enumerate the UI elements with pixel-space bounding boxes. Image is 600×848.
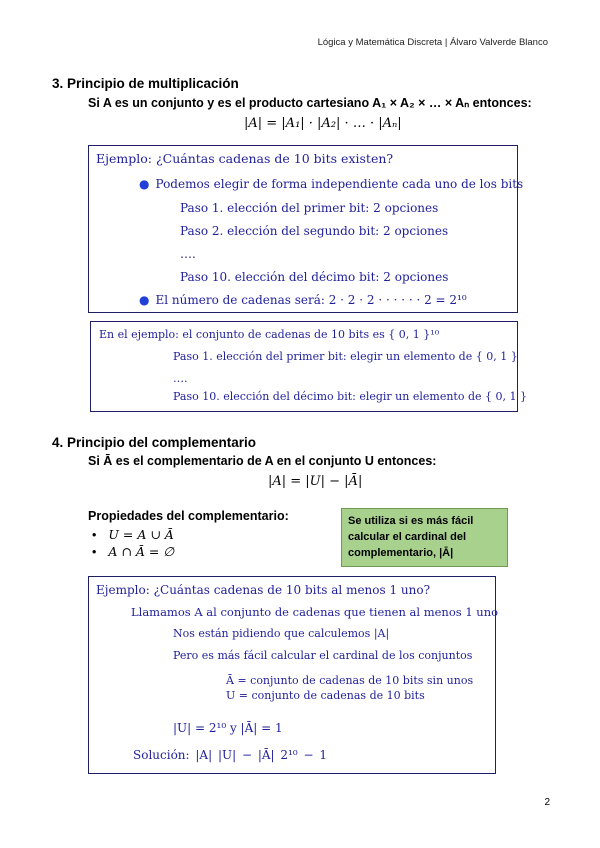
properties-title: Propiedades del complementario: — [88, 509, 289, 523]
section-4-statement: Si Ā es el complementario de A en el conjunto U entonces: — [88, 454, 437, 468]
set-dots: …. — [173, 372, 188, 385]
example-dots: …. — [180, 247, 196, 261]
example-paso-1: Paso 1. elección del primer bit: 2 opciones — [180, 201, 439, 215]
multiplication-example-box — [88, 145, 524, 313]
property-2: • A ∩ Ā = ∅ — [92, 544, 175, 559]
example-line-5: U = conjunto de cadenas de 10 bits — [226, 689, 425, 702]
set-example-box — [90, 321, 527, 412]
example-line-6: |U| = 2¹⁰ y |Ā| = 1 — [173, 721, 283, 735]
set-paso-10: Paso 10. elección del décimo bit: elegir un elemento de { 0, 1 } — [173, 390, 527, 403]
section-3-statement: Si A es un conjunto y es el producto cartesiano A₁ × A₂ × … × Aₙ entonces: — [88, 96, 532, 110]
set-paso-1: Paso 1. elección del primer bit: elegir un elemento de { 0, 1 } — [173, 350, 518, 363]
example-label: Ejemplo — [96, 151, 148, 166]
bullet-dot-icon: ● — [139, 177, 150, 191]
example-question: : ¿Cuántas cadenas de 10 bits existen? — [147, 151, 394, 166]
example-line-2: Nos están pidiendo que calculemos |A| — [173, 627, 390, 640]
example-line-4: Ā = conjunto de cadenas de 10 bits sin unos — [226, 674, 474, 687]
example-question: : ¿Cuántas cadenas de 10 bits al menos 1 uno? — [145, 583, 431, 597]
complement-example-box — [88, 576, 499, 774]
bullet-dot-icon: ● — [139, 293, 150, 307]
page-number: 2 — [544, 797, 550, 808]
property-1: • U = A ∪ Ā — [92, 527, 174, 542]
section-4-title: 4. Principio del complementario — [52, 435, 257, 450]
example-paso-2: Paso 2. elección del segundo bit: 2 opciones — [180, 224, 449, 238]
example-heading — [96, 583, 430, 597]
section-4-formula: |A| = |U| − |Ā| — [268, 474, 363, 489]
page-header: Lógica y Matemática Discreta | Álvaro Valverde Blanco — [317, 37, 548, 48]
example-bullet-2: ● El número de cadenas será: 2 · 2 · 2 · · · · · · 2 = 2¹⁰ — [139, 293, 467, 307]
example-solution: Solución: |A| |U| − |Ā| 2¹⁰ − 1 — [133, 748, 327, 762]
example-line-1: Llamamos A al conjunto de cadenas que tienen al menos 1 uno — [131, 605, 499, 619]
section-3-title: 3. Principio de multiplicación — [52, 76, 239, 91]
example-label: Ejemplo — [96, 583, 146, 597]
example-heading — [96, 151, 393, 166]
example-line-3: Pero es más fácil calcular el cardinal de los conjuntos — [173, 649, 473, 662]
complement-note: Se utiliza si es más fácil calcular el cardinal del complementario, |Ā| — [341, 508, 508, 567]
section-3-formula: |A| = |A₁| · |A₂| · … · |Aₙ| — [244, 116, 402, 131]
set-intro: En el ejemplo: el conjunto de cadenas de 10 bits es { 0, 1 }¹⁰ — [99, 328, 440, 341]
example-paso-10: Paso 10. elección del décimo bit: 2 opciones — [180, 270, 449, 284]
example-bullet-1: ● Podemos elegir de forma independiente cada uno de los bits — [139, 177, 524, 191]
